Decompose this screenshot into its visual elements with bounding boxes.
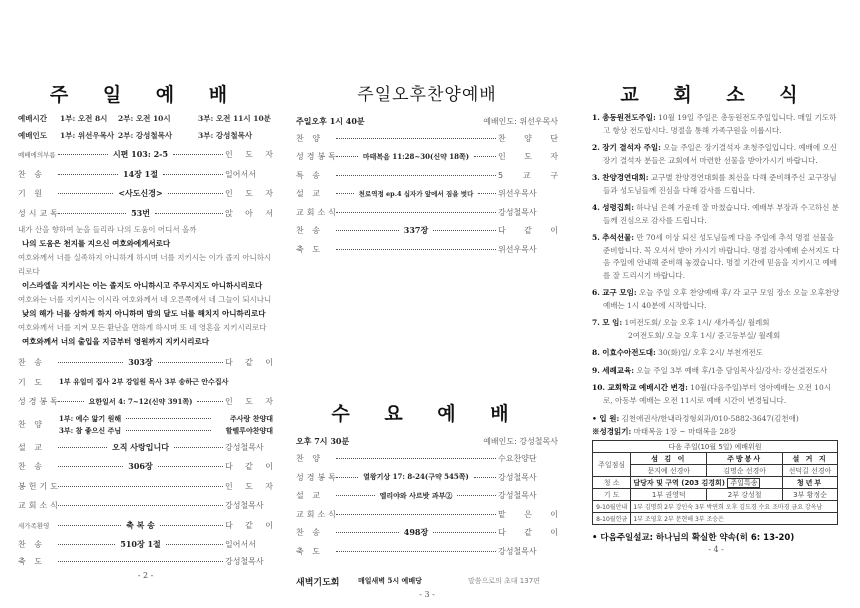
order-row: 예배에의부름 시편 103: 2-5 인 도 자	[18, 149, 274, 160]
psalm-line: 나의 도움은 천지를 지으신 여호와에게서로다	[22, 239, 171, 248]
afternoon-order	[296, 129, 558, 259]
order-row: 봉헌기도 인 도 자	[18, 481, 273, 491]
wednesday-order	[296, 450, 558, 561]
next-sermon: • 다음주일설교: 하나님의 확실한 약속(히 6: 13-20)	[592, 533, 795, 543]
order-row: 찬 양 수요찬양단	[296, 454, 537, 464]
order-row: 찬 송 303장 다 같 이	[18, 357, 273, 368]
order-row: 찬 송 337장 다 같 이	[296, 225, 558, 236]
psalm-line: 이스라엘을 지키시는 이는 졸지도 아니하시고 주무시지도 아니하시리로다	[22, 281, 263, 290]
order-row: 찬 송 510장 1절 일어서서	[18, 539, 256, 550]
news-item: 1. 총동원전도주일: 10월 19일 주일은 총동원전도주일입니다. 매일 기도하고 항상 전도합시다. 명절을 통해 가족구원을 이룹시다.	[592, 113, 837, 135]
page-number: - 3 -	[419, 589, 435, 599]
worship-times: 예배시간 1부: 오전 8시 2부: 오전 10시 3부: 오전 11시 10분	[18, 114, 271, 123]
order-row: 성경봉독 열왕기상 17: 8-24(구약 545쪽) 강성철목사	[296, 472, 537, 482]
order-row: 찬 양 찬 양 단	[296, 133, 558, 143]
order-of-service-top	[18, 145, 273, 223]
psalm-line: 낮의 해가 너를 상하게 하지 아니하며 밤의 달도 너를 해치지 아니하리로다	[22, 309, 266, 318]
worship-leaders: 예배인도 1부: 위선우목사 2부: 강성철목사 3부: 강성철목사	[18, 131, 253, 140]
news-item: 7. 모 임: 1여전도회/ 오늘 오후 1시/ 새가족실/ 월례회 2여전도회/ 오늘 오후 1시/ 중고등부실/ 월례회	[592, 318, 781, 340]
psalm-line: 내가 산을 향하여 눈을 들리라 나의 도움이 어디서 올까	[18, 225, 197, 234]
order-row: 찬 송 14장 1절 일어서서	[18, 168, 256, 179]
dawn-prayer: 새벽기도회 매일새벽 5시 예배당 말씀으로의 초대 137편	[296, 576, 540, 588]
news-item: 6. 교구 모임: 오늘 주일 오후 찬양예배 후/ 각 교구 모임 장소 오늘 오후찬양예배는 1시 40분에 시작합니다.	[592, 288, 840, 310]
news-item: 2. 장기 결석자 주일: 오늘 주일은 장기결석자 초청주일입니다. 예배에 오신 장기 결석자 분들은 교회에서 마련한 선물을 받아가시기 바랍니다.	[592, 143, 838, 165]
order-of-service-bottom	[18, 353, 273, 569]
order-row: 설 교 천로역정 ep.4 십자가 앞에서 짐을 벗다 위선우목사	[296, 189, 537, 199]
order-row: 성경봉독 마태복음 11:28~30(신약 18쪽) 인 도 자	[296, 151, 558, 162]
page-title: 주 일 예 배	[49, 84, 242, 106]
psalm-line: 여호와는 너를 지키시는 이시라 여호와께서 네 오른쪽에서 네 그늘이 되시나니	[18, 295, 272, 304]
order-row: 교회소식 강성철목사	[296, 207, 537, 217]
order-row: 찬 송 306장 다 같 이	[18, 461, 273, 472]
responsive-reading	[18, 223, 273, 349]
page-title: 주일오후찬양예배	[357, 85, 497, 105]
order-row-choir: 찬 양 1부: 예수 앎기 원해 주사랑 찬양대 3부: 참 좋으신 주님 할렐루야찬양대	[18, 413, 273, 435]
page-number: - 4 -	[708, 545, 724, 554]
order-row: 성경봉독 요한일서 4: 7~12(신약 391쪽) 인 도 자	[18, 396, 273, 407]
page-title: 교 회 소 식	[620, 84, 812, 106]
news-item: 8. 이효수아전도대: 30(화)일/ 오후 2시/ 부천개전도	[592, 348, 763, 357]
page-sunday-worship	[18, 80, 273, 580]
afternoon-header: 주일오후 1시 40분 예배인도: 위선우목사	[296, 115, 558, 126]
bible-reading: ※성경읽기: 마태복음 1장 ~ 마태복음 28장	[592, 427, 737, 436]
news-item: 9. 세례교육: 오늘 주일 3부 예배 후/1층 담임목사실/강사: 강선결전도사	[592, 365, 828, 375]
duty-table: 다음 주일(10월 5일) 예배위원 주일점심 섬 김 이 주방봉사 설 거 지 문지예 선경아 김명순 선경아 선덕길 선경아 청 소 담당자 및 구역 (203 김경희) 주일특송 청년부 기 도 1부 권영덕 2부 강성철 3부 황정순 9-10월안내 1부 김명희 2부 강인숙 3부 박연희 오후 김도경 수요 조마경 금요 강옥남 8-10월헌금 1부 조영호 2부 문현해 3부 조승은	[592, 440, 838, 525]
psalm-line: 여호와께서 너의 출입을 지금부터 영원까지 지키시리로다	[22, 337, 209, 346]
hospital-note: • 입 원: 김천애권사/한내라정형외과/010-5882-3647(김천애)	[592, 414, 799, 423]
psalm-line: 여호와께서 너를 지켜 모든 환난을 면하게 하시며 또 네 영혼을 지키시리로다	[18, 323, 267, 332]
news-item: 4. 성령집회: 하나님 은혜 가운데 잘 마쳤습니다. 예배부 부장과 수고하신 분들께 진심으로 감사를 드립니다.	[592, 203, 839, 225]
news-item: 5. 추석선물: 만 70세 이상 되신 성도님들께 다음 주일에 추석 명절 선물을 준비합니다. 꼭 오셔서 받아 가시기 바랍니다. 명절 감사예배 순서지도 다음 주일에 안내해 준비해 놓겠습니다. 명절 기간에 믿음을 지키시고 예배를 잘 드리시기 바랍니다.	[592, 233, 840, 280]
news-item: 3. 찬양경연대회: 교구별 찬양경연대회를 최선을 다해 준비해주신 교구장님들과 성도님들께 진심을 다해 감사를 드립니다.	[592, 173, 837, 195]
order-row: 새가족환영 축 복 송 다 같 이	[18, 519, 274, 530]
order-row: 교회소식 맡 은 이	[296, 509, 558, 519]
news-list	[592, 112, 840, 407]
psalm-line: 여호와께서 너를 실족하지 아니하게 하시며 너를 지키시는 이가 졸지 아니하시리로다	[18, 253, 272, 276]
order-row: 찬 송 498장 다 같 이	[296, 527, 558, 538]
page-number: - 2 -	[137, 570, 154, 580]
order-row: 축 도 강성철목사	[296, 546, 537, 556]
order-row: 설 교 오직 사랑입니다 강성철목사	[18, 441, 264, 452]
wednesday-title: 수 요 예 배	[331, 402, 523, 425]
news-item: 10. 교회학교 예배시간 변경: 10월(다음주일)부터 영아예배는 오전 10시로, 아동부 예배는 오전 11시로 예배 시간이 변경됩니다.	[592, 383, 832, 405]
order-row: 축 도 위선우목사	[296, 244, 537, 254]
order-row: 기 원 <사도신경> 인 도 자	[18, 188, 274, 199]
order-row: 교회소식 강성철목사	[18, 501, 264, 511]
wednesday-header: 오후 7시 30분 예배인도: 강성철목사	[296, 436, 558, 446]
order-row: 설 교 엘리야와 사르밧 과부② 강성철목사	[296, 490, 537, 501]
page-afternoon-wednesday	[296, 80, 558, 599]
order-row: 성시교독 53번 앉 아 서	[18, 207, 273, 218]
order-row-prayer: 기 도 1부 유일미 집사 2부 강일원 목사 3부 송하근 안수집사	[18, 377, 229, 387]
order-row: 특 송 5 교 구	[296, 170, 558, 180]
page-church-news	[592, 80, 840, 554]
order-row: 축 도 강성철목사	[18, 557, 264, 566]
